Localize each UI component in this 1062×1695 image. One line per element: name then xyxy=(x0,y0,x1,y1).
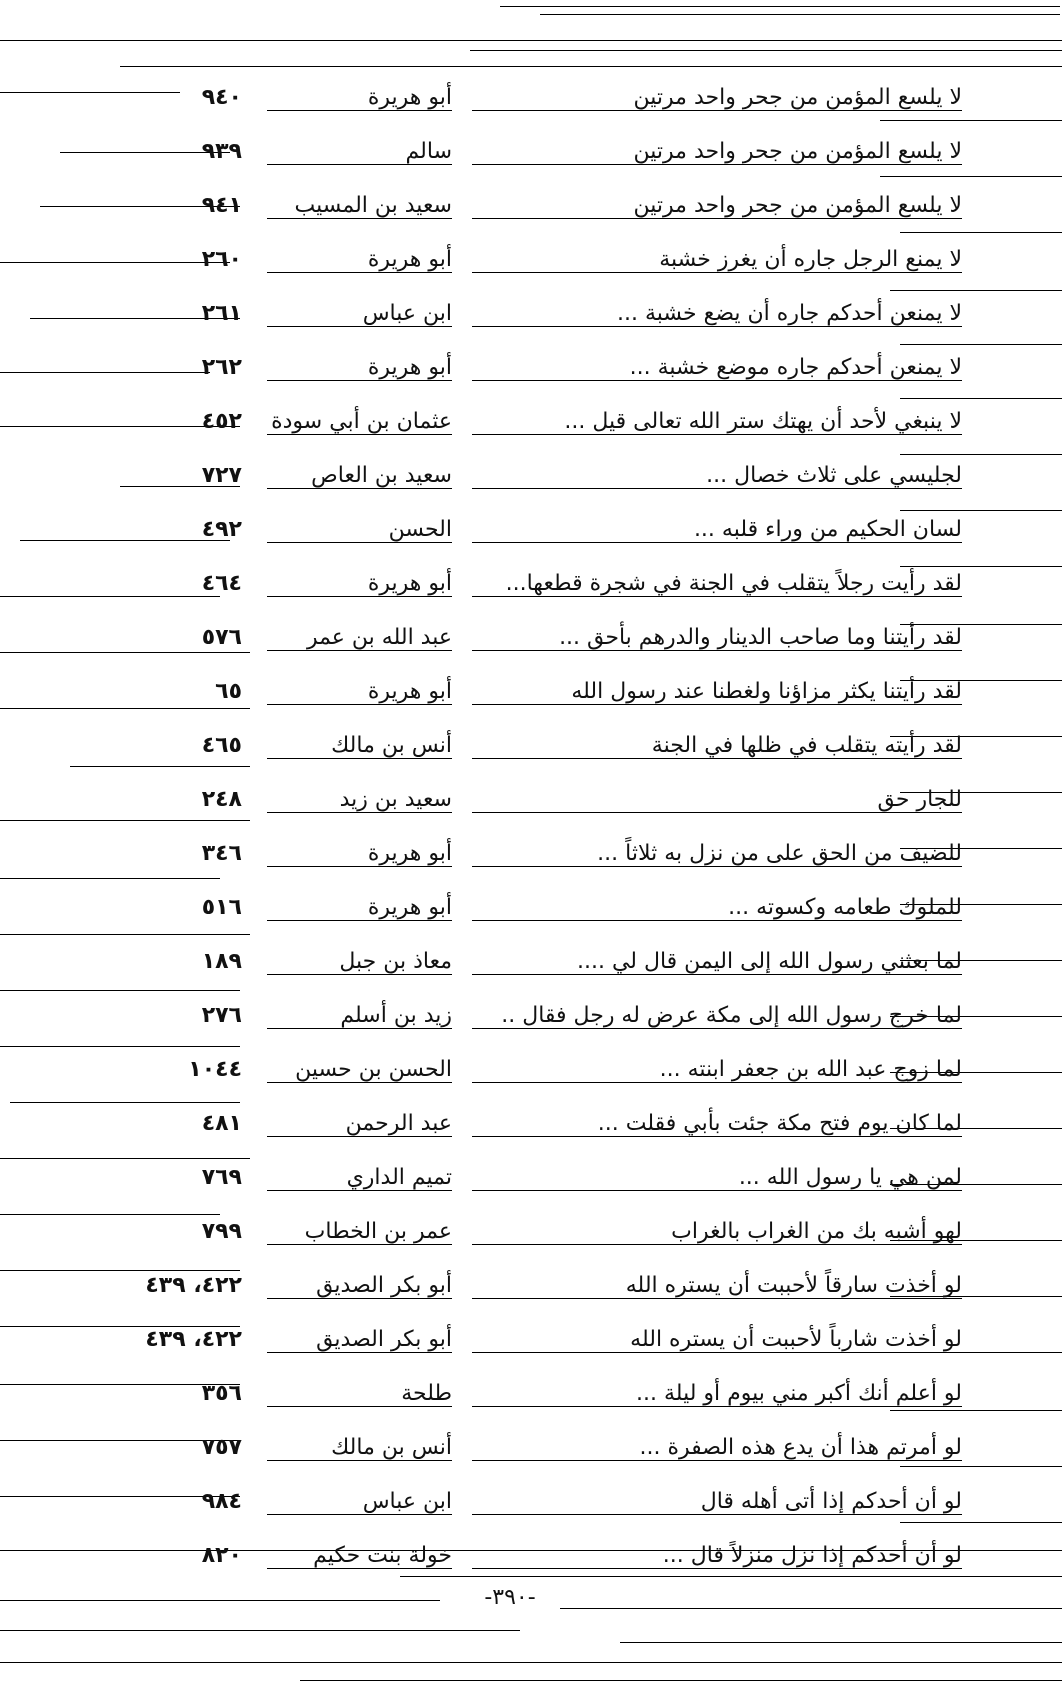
hadith-number: ٤٥٢ xyxy=(201,409,242,434)
index-row xyxy=(0,610,1062,664)
index-row xyxy=(0,826,1062,880)
hadith-incipit: لو أمرتم هذا أن يدع هذه الصفرة ... xyxy=(472,1436,962,1461)
hadith-incipit: للضيف من الحق على من نزل به ثلاثاً ... xyxy=(472,842,962,867)
index-row xyxy=(0,178,1062,232)
hadith-number: ٤٦٤ xyxy=(201,571,242,596)
index-row xyxy=(0,1042,1062,1096)
hadith-incipit: لقد رأيته يتقلب في ظلها في الجنة xyxy=(472,734,962,759)
hadith-number: ٩٨٤ xyxy=(201,1489,242,1514)
index-row xyxy=(0,1096,1062,1150)
hadith-number: ١٠٤٤ xyxy=(188,1057,242,1082)
narrator: أبو بكر الصديق xyxy=(267,1274,452,1299)
narrator: عبد الرحمن xyxy=(267,1112,452,1137)
hadith-number: ٩٤٠ xyxy=(201,85,242,110)
index-row xyxy=(0,1528,1062,1582)
narrator: سالم xyxy=(267,140,452,165)
index-row xyxy=(0,448,1062,502)
narrator: أبو هريرة xyxy=(267,842,452,867)
hadith-incipit: لا يمنعن أحدكم جاره أن يضع خشبة ... xyxy=(472,302,962,327)
hadith-number: ٢٦١ xyxy=(201,301,242,326)
index-row xyxy=(0,880,1062,934)
narrator: أبو بكر الصديق xyxy=(267,1328,452,1353)
narrator: أبو هريرة xyxy=(267,680,452,705)
hadith-incipit: لا يمنعن أحدكم جاره موضع خشبة ... xyxy=(472,356,962,381)
narrator: سعيد بن زيد xyxy=(267,788,452,813)
index-row xyxy=(0,1204,1062,1258)
hadith-incipit: لما خرج رسول الله إلى مكة عرض له رجل فقال .. xyxy=(472,1004,962,1029)
narrator: أبو هريرة xyxy=(267,248,452,273)
narrator: أنس بن مالك xyxy=(267,1436,452,1461)
hadith-number: ٣٤٦ xyxy=(201,841,242,866)
index-row xyxy=(0,124,1062,178)
narrator: ابن عباس xyxy=(267,302,452,327)
narrator: أبو هريرة xyxy=(267,86,452,111)
hadith-number: ٩٤١ xyxy=(201,193,242,218)
hadith-number: ٤٢٢، ٤٣٩ xyxy=(145,1273,242,1298)
index-row xyxy=(0,934,1062,988)
narrator: الحسن بن حسين xyxy=(267,1058,452,1083)
index-row xyxy=(0,70,1062,124)
hadith-incipit: لو أن أحدكم إذا أتى أهله قال xyxy=(472,1490,962,1515)
index-row xyxy=(0,502,1062,556)
narrator: أبو هريرة xyxy=(267,572,452,597)
index-row xyxy=(0,772,1062,826)
hadith-incipit: لا يلسع المؤمن من جحر واحد مرتين xyxy=(472,194,962,219)
narrator: عبد الله بن عمر xyxy=(267,626,452,651)
hadith-number: ٢٦٢ xyxy=(201,355,242,380)
hadith-number: ٢٦٠ xyxy=(201,247,242,272)
hadith-incipit: لما زوج عبد الله بن جعفر ابنته ... xyxy=(472,1058,962,1083)
hadith-incipit: لهو أشبه بك من الغراب بالغراب xyxy=(472,1220,962,1245)
hadith-number: ٥١٦ xyxy=(201,895,242,920)
hadith-incipit: لو أخذت سارقاً لأحببت أن يستره الله xyxy=(472,1274,962,1299)
narrator: زيد بن أسلم xyxy=(267,1004,452,1029)
hadith-incipit: لقد رأيت رجلاً يتقلب في الجنة في شجرة قطعها... xyxy=(472,572,962,597)
hadith-incipit: لجليسي على ثلاث خصال ... xyxy=(472,464,962,489)
narrator: طلحة xyxy=(267,1382,452,1407)
hadith-incipit: لو أعلم أنك أكبر مني بيوم أو ليلة ... xyxy=(472,1382,962,1407)
index-row xyxy=(0,1366,1062,1420)
hadith-number: ٨٢٠ xyxy=(201,1543,242,1568)
hadith-incipit: لا يمنع الرجل جاره أن يغرز خشبة xyxy=(472,248,962,273)
index-row xyxy=(0,340,1062,394)
index-row xyxy=(0,232,1062,286)
narrator: عمر بن الخطاب xyxy=(267,1220,452,1245)
hadith-number: ٧٦٩ xyxy=(201,1165,242,1190)
hadith-incipit: لا ينبغي لأحد أن يهتك ستر الله تعالى قيل ... xyxy=(472,410,962,435)
hadith-incipit: لقد رأيتنا وما صاحب الدينار والدرهم بأحق ... xyxy=(472,626,962,651)
index-row xyxy=(0,988,1062,1042)
hadith-incipit: لا يلسع المؤمن من جحر واحد مرتين xyxy=(472,140,962,165)
hadith-number: ٤٩٢ xyxy=(201,517,242,542)
hadith-number: ٧٥٧ xyxy=(201,1435,242,1460)
index-row xyxy=(0,286,1062,340)
index-row xyxy=(0,718,1062,772)
narrator: أبو هريرة xyxy=(267,356,452,381)
index-row xyxy=(0,556,1062,610)
hadith-number: ٦٥ xyxy=(215,679,242,704)
hadith-incipit: للملوك طعامه وكسوته ... xyxy=(472,896,962,921)
hadith-number: ٤٨١ xyxy=(201,1111,242,1136)
hadith-number: ٢٤٨ xyxy=(201,787,242,812)
narrator: معاذ بن جبل xyxy=(267,950,452,975)
hadith-number: ٢٧٦ xyxy=(201,1003,242,1028)
hadith-incipit: لمن هي يا رسول الله ... xyxy=(472,1166,962,1191)
hadith-number: ١٨٩ xyxy=(201,949,242,974)
hadith-incipit: لقد رأيتنا يكثر مزاؤنا ولغطنا عند رسول الله xyxy=(472,680,962,705)
hadith-number: ٣٥٦ xyxy=(201,1381,242,1406)
narrator: أبو هريرة xyxy=(267,896,452,921)
hadith-incipit: لما كان يوم فتح مكة جئت بأبي فقلت ... xyxy=(472,1112,962,1137)
hadith-number: ٩٣٩ xyxy=(201,139,242,164)
narrator: سعيد بن المسيب xyxy=(267,194,452,219)
hadith-number: ٤٢٢، ٤٣٩ xyxy=(145,1327,242,1352)
index-row xyxy=(0,1258,1062,1312)
index-row xyxy=(0,664,1062,718)
hadith-incipit: لو أخذت شارباً لأحببت أن يستره الله xyxy=(472,1328,962,1353)
narrator: خولة بنت حكيم xyxy=(267,1544,452,1569)
index-row xyxy=(0,1420,1062,1474)
narrator: سعيد بن العاص xyxy=(267,464,452,489)
hadith-incipit: للجار حق xyxy=(472,788,962,813)
hadith-number: ٧٢٧ xyxy=(201,463,242,488)
hadith-incipit: لسان الحكيم من وراء قلبه ... xyxy=(472,518,962,543)
narrator: الحسن xyxy=(267,518,452,543)
hadith-number: ٤٦٥ xyxy=(201,733,242,758)
hadith-incipit: لو أن أحدكم إذا نزل منزلاً قال ... xyxy=(472,1544,962,1569)
index-row xyxy=(0,394,1062,448)
index-row xyxy=(0,1150,1062,1204)
index-row xyxy=(0,1474,1062,1528)
narrator: تميم الداري xyxy=(267,1166,452,1191)
index-row xyxy=(0,1312,1062,1366)
hadith-incipit: لما بعثني رسول الله إلى اليمن قال لي .... xyxy=(472,950,962,975)
narrator: عثمان بن أبي سودة xyxy=(267,410,452,435)
page-number: -٣٩٠- xyxy=(484,1585,536,1610)
narrator: ابن عباس xyxy=(267,1490,452,1515)
hadith-number: ٧٩٩ xyxy=(201,1219,242,1244)
narrator: أنس بن مالك xyxy=(267,734,452,759)
hadith-incipit: لا يلسع المؤمن من جحر واحد مرتين xyxy=(472,86,962,111)
hadith-number: ٥٧٦ xyxy=(201,625,242,650)
